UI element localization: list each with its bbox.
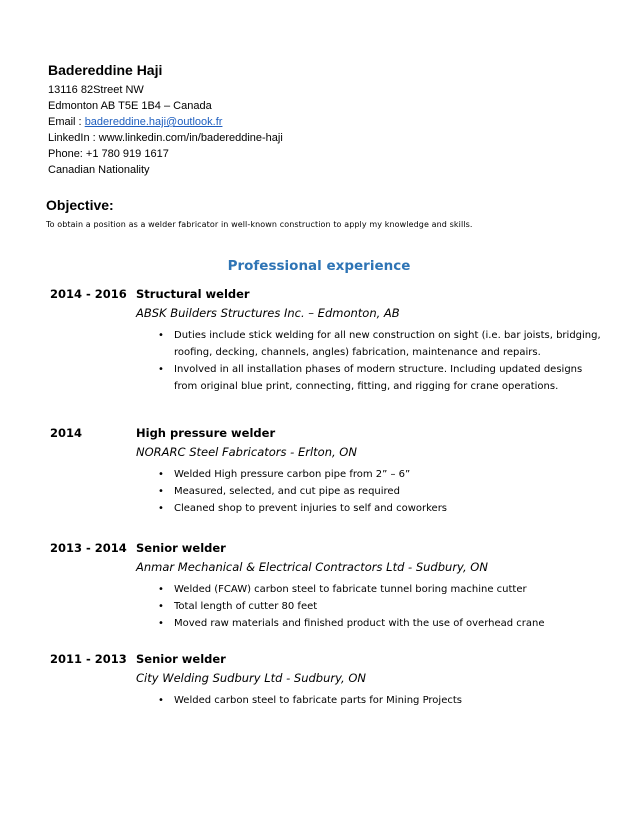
job-company: City Welding Sudbury Ltd - Sudbury, ON: [136, 671, 366, 685]
address-line-2: Edmonton AB T5E 1B4 – Canada: [48, 100, 212, 112]
bullet-icon: •: [158, 601, 164, 612]
bullet-icon: •: [158, 618, 164, 629]
linkedin-line: LinkedIn : www.linkedin.com/in/badereddine-haji: [48, 132, 283, 144]
address-line-1: 13116 82Street NW: [48, 84, 144, 96]
job-duty: [158, 500, 603, 517]
duty-text: Welded carbon steel to fabricate parts for Mining Projects: [174, 695, 462, 706]
duty-text: Involved in all installation phases of modern structure. Including updated designs from original blue print, connecting, fitting, and rigging for crane operations.: [174, 364, 583, 392]
candidate-name: Badereddine Haji: [48, 62, 163, 78]
job-duties: [158, 327, 603, 395]
job-duty: [158, 581, 603, 598]
experience-heading: Professional experience: [227, 258, 411, 274]
contact-block: [48, 62, 283, 178]
job-duties: [158, 692, 603, 709]
duty-text: Measured, selected, and cut pipe as required: [174, 486, 400, 497]
email-label: Email :: [48, 116, 85, 128]
job-company: NORARC Steel Fabricators - Erlton, ON: [136, 445, 357, 459]
bullet-icon: •: [158, 330, 164, 341]
job-company: Anmar Mechanical & Electrical Contractors Ltd - Sudbury, ON: [136, 560, 488, 574]
duty-text: Moved raw materials and finished product with the use of overhead crane: [174, 618, 545, 629]
nationality-line: Canadian Nationality: [48, 164, 150, 176]
job-role: High pressure welder: [136, 426, 276, 440]
job-dates: 2013 - 2014: [50, 541, 127, 555]
job-duty: [158, 598, 603, 615]
job-duty: [158, 327, 603, 361]
email-line: [48, 114, 283, 130]
job-duties: [158, 581, 603, 632]
bullet-icon: •: [158, 584, 164, 595]
phone-line: Phone: +1 780 919 1617: [48, 148, 169, 160]
job-duties: [158, 466, 603, 517]
duty-text: Total length of cutter 80 feet: [174, 601, 318, 612]
job-role: Senior welder: [136, 541, 226, 555]
job-company: ABSK Builders Structures Inc. – Edmonton, AB: [136, 306, 400, 320]
job-duty: [158, 361, 603, 395]
duty-text: Welded (FCAW) carbon steel to fabricate tunnel boring machine cutter: [174, 584, 527, 595]
job-dates: 2014 - 2016: [50, 287, 127, 301]
bullet-icon: •: [158, 364, 164, 375]
duty-text: Duties include stick welding for all new construction on sight (i.e. bar joists, bridging, roofing, decking, channels, angles) fabrication, maintenance and repairs.: [174, 330, 601, 358]
objective-heading: Objective:: [46, 197, 114, 213]
job-dates: 2014: [50, 426, 83, 440]
job-role: Senior welder: [136, 652, 226, 666]
job-dates: 2011 - 2013: [50, 652, 127, 666]
email-link[interactable]: badereddine.haji@outlook.fr: [84, 116, 223, 128]
bullet-icon: •: [158, 469, 164, 480]
duty-text: Cleaned shop to prevent injuries to self and coworkers: [174, 503, 448, 514]
objective-text: To obtain a position as a welder fabricator in well-known construction to apply my knowledge and skills.: [46, 220, 473, 229]
bullet-icon: •: [158, 486, 164, 497]
bullet-icon: •: [158, 695, 164, 706]
job-duty: [158, 692, 603, 709]
job-duty: [158, 483, 603, 500]
duty-text: Welded High pressure carbon pipe from 2” – 6”: [174, 469, 411, 480]
bullet-icon: •: [158, 503, 164, 514]
job-duty: [158, 466, 603, 483]
job-role: Structural welder: [136, 287, 250, 301]
job-duty: [158, 615, 603, 632]
